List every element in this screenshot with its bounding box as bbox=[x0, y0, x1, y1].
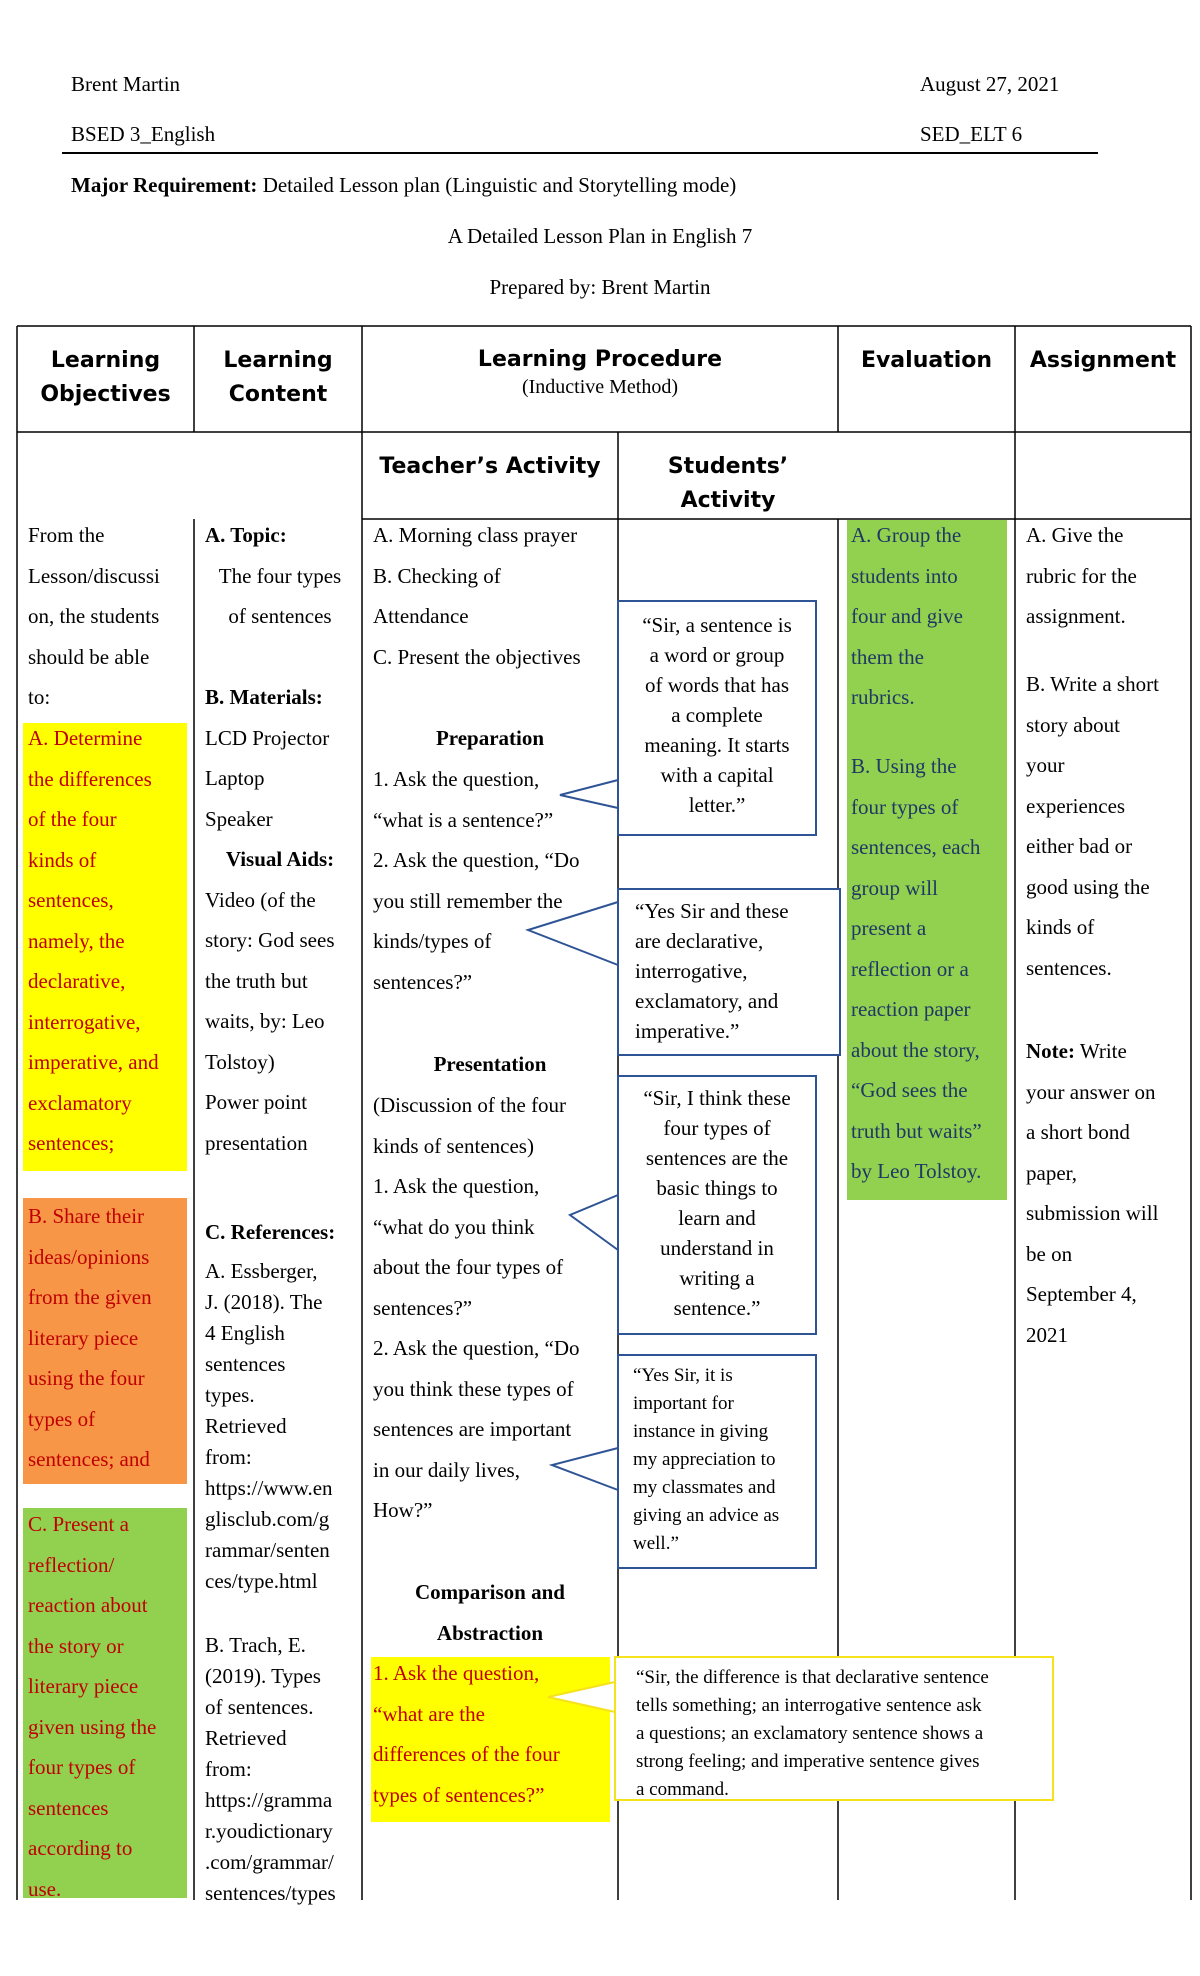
assignment-note-line: paper, bbox=[1026, 1160, 1078, 1185]
requirement-text: Detailed Lesson plan (Linguistic and Storytelling mode) bbox=[262, 173, 737, 197]
objective-a-line: sentences; bbox=[28, 1131, 115, 1155]
presentation-label: Presentation bbox=[433, 1052, 547, 1076]
plan-title: A Detailed Lesson Plan in English 7 bbox=[447, 224, 753, 248]
assignment-b-line: sentences. bbox=[1026, 955, 1112, 980]
assignment-note-line: submission will bbox=[1026, 1201, 1159, 1225]
visual-aid-line: Tolstoy) bbox=[205, 1049, 275, 1074]
header-objectives-line1: Learning bbox=[50, 348, 161, 373]
bubble-line: meaning. It starts bbox=[644, 733, 790, 757]
comparison-line: differences of the four bbox=[373, 1742, 560, 1766]
objectives-intro-line: Lesson/discussi bbox=[28, 563, 160, 588]
objective-a-line: imperative, and bbox=[28, 1050, 159, 1074]
presentation-line: 1. Ask the question, bbox=[373, 1174, 540, 1198]
evaluation-a-line: rubrics. bbox=[851, 685, 915, 709]
visual-aid-line: Power point bbox=[205, 1090, 308, 1114]
assignment-a bbox=[1026, 515, 1137, 637]
assignment-note-line: be on bbox=[1026, 1241, 1073, 1266]
objective-b-line: sentences; and bbox=[28, 1447, 150, 1471]
visual-aid-line: Video (of the bbox=[205, 887, 316, 912]
reference-b-line: (2019). Types bbox=[205, 1664, 321, 1688]
visual-aid-line: the truth but bbox=[205, 968, 308, 993]
bubble-line: exclamatory, and bbox=[635, 989, 779, 1013]
comparison-steps bbox=[373, 1653, 560, 1815]
header-assignment: Assignment bbox=[1029, 348, 1177, 373]
bubble-line: of words that has bbox=[644, 673, 790, 697]
presentation-line: about the four types of bbox=[373, 1255, 564, 1279]
presentation-line: kinds of sentences) bbox=[373, 1133, 534, 1158]
presentation-steps bbox=[373, 1085, 579, 1531]
preparation-steps bbox=[373, 759, 579, 1002]
comparison-label-line2: Abstraction bbox=[436, 1620, 544, 1645]
bubble-line: strong feeling; and imperative sentence gives bbox=[636, 1751, 980, 1772]
objective-c-line: literary piece bbox=[28, 1674, 139, 1698]
student-response-bubble bbox=[617, 600, 817, 836]
bubble-line: my appreciation to bbox=[633, 1449, 776, 1470]
presentation-line: in our daily lives, bbox=[373, 1457, 520, 1482]
bubble-line: “Yes Sir and these bbox=[635, 899, 789, 923]
objective-b-line: using the four bbox=[28, 1366, 145, 1390]
presentation-line: you think these types of bbox=[373, 1376, 574, 1401]
preparation-line: you still remember the bbox=[373, 888, 563, 913]
objective-c-line: four types of bbox=[28, 1755, 136, 1779]
assignment-note-line: September 4, bbox=[1026, 1282, 1137, 1306]
requirement-label: Major Requirement: bbox=[71, 173, 258, 197]
teacher-intro-line: Attendance bbox=[373, 604, 469, 628]
reference-b-line: of sentences. bbox=[205, 1695, 314, 1719]
objective-a-line: kinds of bbox=[28, 847, 97, 872]
teacher-intro bbox=[373, 515, 581, 677]
objective-a-line: sentences, bbox=[28, 888, 114, 912]
bubble-line: tells something; an interrogative sentence ask bbox=[636, 1695, 982, 1716]
reference-a-line: J. (2018). The bbox=[205, 1290, 323, 1314]
evaluation-b-line: present a bbox=[851, 916, 927, 940]
evaluation-a-line: them the bbox=[851, 644, 924, 669]
note-label: Note: bbox=[1026, 1039, 1075, 1063]
header-content-line1: Learning bbox=[223, 348, 333, 373]
bubble-line: “Sir, a sentence is bbox=[642, 613, 792, 637]
topic-line: The four types bbox=[218, 563, 342, 588]
comparison-line: 1. Ask the question, bbox=[373, 1661, 540, 1685]
header-procedure-sub: (Inductive Method) bbox=[521, 376, 679, 398]
objective-a bbox=[28, 718, 159, 1164]
header-content bbox=[194, 344, 362, 412]
bubble-line: learn and bbox=[678, 1206, 756, 1230]
evaluation-b-line: about the story, bbox=[851, 1037, 980, 1062]
presentation-line: How?” bbox=[373, 1498, 433, 1522]
evaluation-a-line: A. Group the bbox=[851, 523, 962, 547]
header-teacher-activity: Teacher’s Activity bbox=[379, 454, 601, 479]
reference-a-line: ces/type.html bbox=[205, 1569, 318, 1593]
preparation-line: “what is a sentence?” bbox=[373, 807, 554, 832]
objective-c-line: the story or bbox=[28, 1633, 124, 1658]
evaluation-b-line: B. Using the bbox=[851, 754, 957, 778]
preparation-line: 1. Ask the question, bbox=[373, 767, 540, 791]
comparison-line: “what are the bbox=[373, 1701, 485, 1726]
material-item: LCD Projector bbox=[205, 725, 330, 750]
reference-a bbox=[205, 1256, 333, 1597]
evaluation-a-line: four and give bbox=[851, 604, 963, 628]
objective-a-line: of the four bbox=[28, 807, 117, 831]
preparation-line: sentences?” bbox=[373, 969, 473, 994]
assignment-a-line: assignment. bbox=[1026, 604, 1126, 628]
header-students-activity bbox=[618, 450, 838, 518]
objective-c bbox=[28, 1504, 156, 1909]
reference-a-line: glisclub.com/g bbox=[205, 1507, 330, 1531]
evaluation-b-line: by Leo Tolstoy. bbox=[851, 1159, 982, 1183]
evaluation-b bbox=[851, 746, 982, 1192]
reference-a-line: 4 English bbox=[205, 1321, 285, 1345]
objective-c-line: given using the bbox=[28, 1714, 157, 1739]
bubble-line: “Yes Sir, it is bbox=[633, 1365, 733, 1386]
evaluation-b-line: “God sees the bbox=[851, 1078, 968, 1102]
comparison-label bbox=[362, 1572, 618, 1653]
preparation-label: Preparation bbox=[435, 726, 545, 750]
header-objectives-line2: Objectives bbox=[40, 382, 171, 407]
reference-b-line: .com/grammar/ bbox=[205, 1850, 334, 1874]
material-item: Speaker bbox=[205, 806, 273, 831]
student-response-bubble bbox=[617, 1075, 817, 1335]
objective-a-line: interrogative, bbox=[28, 1009, 141, 1034]
presentation-line: 2. Ask the question, “Do bbox=[373, 1336, 580, 1360]
presentation-line: sentences?” bbox=[373, 1295, 473, 1320]
bubble-line: a complete bbox=[671, 703, 763, 727]
objectives-intro-line: should be able bbox=[28, 644, 150, 669]
objective-b bbox=[28, 1196, 152, 1480]
bubble-line: “Sir, I think these bbox=[643, 1086, 791, 1110]
objective-a-line: declarative, bbox=[28, 969, 126, 993]
objectives-intro bbox=[28, 515, 160, 718]
bubble-line: giving an advice as bbox=[633, 1505, 780, 1526]
header-students-line1: Students’ bbox=[667, 454, 789, 479]
author-name: Brent Martin bbox=[71, 72, 181, 96]
assignment-b-line: B. Write a short bbox=[1026, 672, 1159, 696]
reference-b-line: sentences/types bbox=[205, 1881, 336, 1905]
reference-a-line: from: bbox=[205, 1445, 252, 1469]
visual-aid-line: waits, by: Leo bbox=[205, 1009, 325, 1033]
student-response-bubble bbox=[614, 1656, 1054, 1801]
objective-c-line: C. Present a bbox=[28, 1512, 129, 1536]
comparison-line: types of sentences?” bbox=[373, 1782, 545, 1807]
assignment-a-line: A. Give the bbox=[1026, 523, 1124, 547]
reference-b-line: B. Trach, E. bbox=[205, 1633, 306, 1657]
assignment-b-line: story about bbox=[1026, 712, 1120, 737]
objective-b-line: literary piece bbox=[28, 1325, 139, 1350]
objective-b-line: B. Share their bbox=[28, 1204, 145, 1228]
evaluation-b-line: reaction paper bbox=[851, 997, 971, 1021]
teacher-intro-line: C. Present the objectives bbox=[373, 644, 581, 669]
reference-b-line: from: bbox=[205, 1757, 252, 1781]
reference-b bbox=[205, 1630, 336, 1909]
header-students-line2: Activity bbox=[680, 488, 776, 513]
presentation-line: (Discussion of the four bbox=[373, 1093, 567, 1117]
document-date: August 27, 2021 bbox=[920, 72, 1060, 96]
bubble-line: my classmates and bbox=[633, 1477, 776, 1498]
bubble-line: a command. bbox=[636, 1779, 729, 1800]
visual-aid-line: presentation bbox=[205, 1130, 308, 1155]
student-response-bubble bbox=[617, 888, 841, 1056]
evaluation-b-line: sentences, each bbox=[851, 835, 981, 859]
reference-a-line: Retrieved bbox=[205, 1414, 287, 1438]
assignment-a-line: rubric for the bbox=[1026, 563, 1137, 588]
assignment-note-line: a short bond bbox=[1026, 1120, 1130, 1144]
bubble-line: important for bbox=[633, 1393, 734, 1414]
objective-c-line: use. bbox=[28, 1876, 62, 1901]
material-item: Laptop bbox=[205, 766, 265, 790]
bubble-line: a word or group bbox=[649, 643, 785, 667]
evaluation-b-line: four types of bbox=[851, 794, 959, 819]
objectives-intro-line: From the bbox=[28, 523, 105, 547]
evaluation-b-line: group will bbox=[851, 875, 938, 900]
reference-a-line: rammar/senten bbox=[205, 1538, 330, 1562]
objective-c-line: reaction about bbox=[28, 1593, 148, 1617]
objective-a-line: exclamatory bbox=[28, 1090, 132, 1115]
assignment-b-line: your bbox=[1026, 753, 1065, 777]
objective-a-line: namely, the bbox=[28, 928, 125, 953]
objective-c-line: according to bbox=[28, 1836, 133, 1860]
assignment-note-line: 2021 bbox=[1026, 1322, 1068, 1347]
bubble-line: interrogative, bbox=[635, 959, 748, 983]
assignment-b-line: experiences bbox=[1026, 793, 1126, 818]
objective-a-line: the differences bbox=[28, 766, 152, 791]
objective-b-line: types of bbox=[28, 1406, 96, 1431]
preparation-line: kinds/types of bbox=[373, 929, 492, 953]
presentation-line: “what do you think bbox=[373, 1214, 535, 1239]
reference-a-line: sentences bbox=[205, 1352, 286, 1376]
objective-c-line: sentences bbox=[28, 1795, 109, 1820]
reference-a-line: types. bbox=[205, 1383, 255, 1407]
bubble-line: letter.” bbox=[688, 793, 746, 817]
bubble-line: understand in bbox=[660, 1236, 774, 1260]
reference-b-line: https://gramma bbox=[205, 1788, 333, 1812]
materials-label: B. Materials: bbox=[205, 685, 323, 709]
header-objectives bbox=[17, 344, 194, 412]
bubble-line: instance in giving bbox=[633, 1421, 769, 1442]
bubble-line: with a capital bbox=[660, 763, 774, 787]
bubble-line: “Sir, the difference is that declarative sentence bbox=[636, 1667, 989, 1688]
bubble-line: sentence.” bbox=[673, 1296, 761, 1320]
comparison-label-line1: Comparison and bbox=[415, 1580, 565, 1604]
bubble-line: are declarative, bbox=[635, 929, 764, 953]
teacher-intro-line: A. Morning class prayer bbox=[373, 523, 578, 547]
assignment-note-line: your answer on bbox=[1026, 1079, 1156, 1104]
assignment-b-line: either bad or bbox=[1026, 834, 1133, 858]
objective-b-line: ideas/opinions bbox=[28, 1244, 150, 1269]
header-procedure-title: Learning Procedure bbox=[477, 347, 723, 372]
prepared-by: Prepared by: Brent Martin bbox=[489, 275, 711, 299]
header-evaluation: Evaluation bbox=[860, 348, 993, 373]
assignment-note-first-line bbox=[1026, 1031, 1158, 1072]
teacher-intro-line: B. Checking of bbox=[373, 563, 501, 588]
header-procedure bbox=[362, 344, 838, 398]
bubble-line: imperative.” bbox=[635, 1019, 740, 1043]
assignment-b bbox=[1026, 664, 1159, 988]
evaluation-b-line: reflection or a bbox=[851, 956, 969, 981]
reference-a-line: https://www.en bbox=[205, 1476, 333, 1500]
evaluation-a bbox=[851, 515, 963, 718]
bubble-line: well.” bbox=[633, 1533, 679, 1554]
topic-label: A. Topic: bbox=[205, 523, 287, 547]
reference-b-line: r.youdictionary bbox=[205, 1819, 333, 1843]
course-section: BSED 3_English bbox=[71, 122, 216, 146]
bubble-line: sentences are the bbox=[645, 1146, 789, 1170]
subject-code: SED_ELT 6 bbox=[920, 122, 1023, 146]
reference-a-line: A. Essberger, bbox=[205, 1259, 318, 1283]
visual-aids-label: Visual Aids: bbox=[225, 847, 335, 871]
evaluation-b-line: truth but waits” bbox=[851, 1118, 982, 1143]
bubble-line: writing a bbox=[679, 1266, 755, 1290]
student-response-bubble bbox=[617, 1354, 817, 1569]
preparation-line: 2. Ask the question, “Do bbox=[373, 848, 580, 872]
presentation-line: sentences are important bbox=[373, 1417, 572, 1441]
objectives-intro-line: on, the students bbox=[28, 604, 160, 628]
objective-c-line: reflection/ bbox=[28, 1552, 115, 1577]
bubble-line: basic things to bbox=[656, 1176, 778, 1200]
bubble-line: four types of bbox=[663, 1116, 771, 1140]
content-upper bbox=[205, 515, 355, 1163]
header-content-line2: Content bbox=[228, 382, 328, 407]
visual-aid-line: story: God sees bbox=[205, 928, 335, 952]
objectives-intro-line: to: bbox=[28, 685, 51, 709]
evaluation-a-line: students into bbox=[851, 563, 958, 588]
assignment-b-line: kinds of bbox=[1026, 915, 1095, 939]
objective-b-line: from the given bbox=[28, 1285, 152, 1309]
topic-line: of sentences bbox=[228, 604, 332, 628]
assignment-b-line: good using the bbox=[1026, 874, 1150, 899]
objective-a-line: A. Determine bbox=[28, 726, 143, 750]
assignment-note bbox=[1026, 1031, 1158, 1355]
bubble-line: a questions; an exclamatory sentence shows a bbox=[636, 1723, 984, 1744]
assignment-note-line: Write bbox=[1074, 1039, 1127, 1063]
reference-b-line: Retrieved bbox=[205, 1726, 287, 1750]
references-label: C. References: bbox=[205, 1220, 336, 1244]
